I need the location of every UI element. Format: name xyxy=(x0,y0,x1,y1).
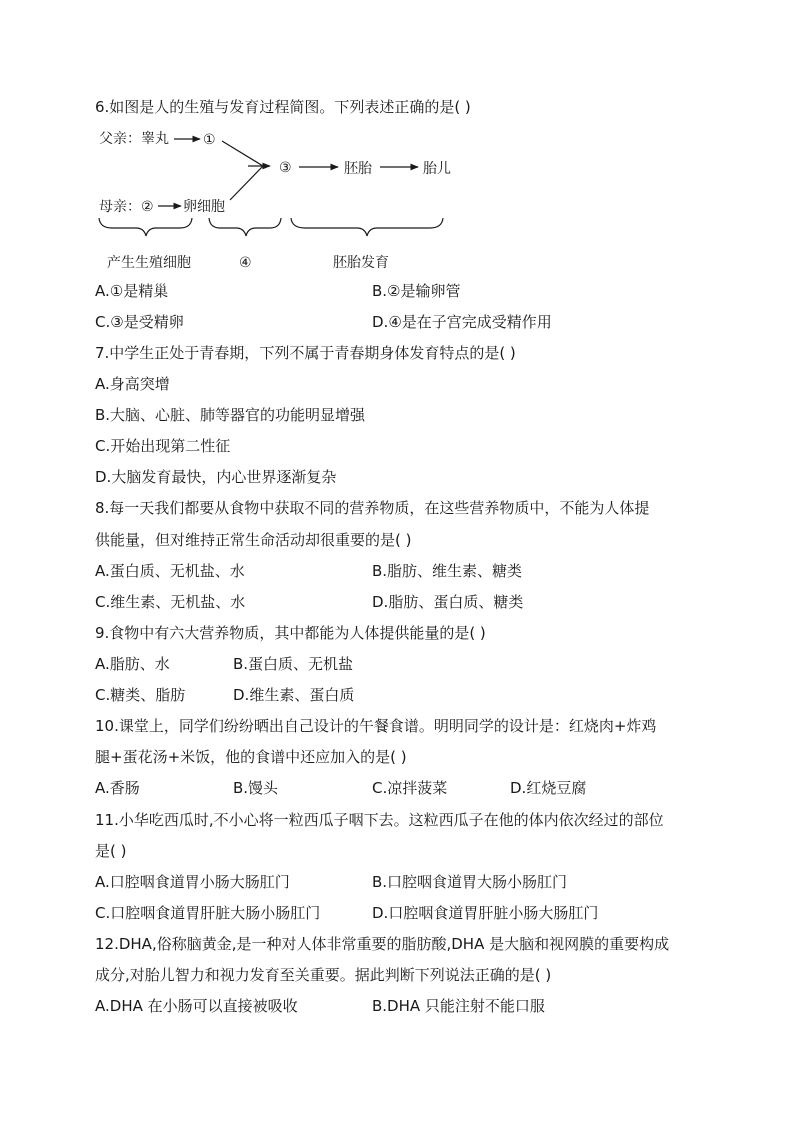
q12-option-b: B.DHA 只能注射不能口服 xyxy=(372,997,545,1015)
q6-option-b: B.②是输卵管 xyxy=(372,282,461,300)
line-sperm-to-zygote xyxy=(222,141,263,166)
fetus-label: 胎儿 xyxy=(423,161,451,177)
reproduction-diagram xyxy=(0,0,794,290)
q7-option-a: A.身高突增 xyxy=(95,375,170,393)
brace-label-development: 胚胎发育 xyxy=(333,255,389,271)
q12-stem-line1: 12.DHA,俗称脑黄金,是一种对人体非常重要的脂肪酸,DHA 是大脑和视网膜的重要构成 xyxy=(95,935,670,953)
q9-option-a: A.脂肪、水 xyxy=(95,655,170,673)
q6-stem: 6.如图是人的生殖与发育过程简图。下列表述正确的是( ) xyxy=(95,98,471,116)
q8-option-b: B.脂肪、维生素、糖类 xyxy=(372,562,523,580)
q7-stem: 7.中学生正处于青春期，下列不属于青春期身体发育特点的是( ) xyxy=(95,344,516,362)
brace-fertilization xyxy=(209,218,281,236)
q9-option-c: C.糖类、脂肪 xyxy=(95,686,186,704)
q9-option-d: D.维生素、蛋白质 xyxy=(233,686,355,704)
brace-gamete xyxy=(99,218,192,236)
q10-option-b: B.馒头 xyxy=(233,779,279,797)
q6-option-d: D.④是在子宫完成受精作用 xyxy=(372,313,552,331)
circle-3-label: ③ xyxy=(279,160,292,176)
q10-option-d: D.红烧豆腐 xyxy=(510,779,587,797)
q6-option-c: C.③是受精卵 xyxy=(95,313,184,331)
egg-label: 卵细胞 xyxy=(183,199,225,215)
q11-stem-line2: 是( ) xyxy=(95,842,127,860)
brace-label-gamete: 产生生殖细胞 xyxy=(107,255,191,271)
q11-option-d: D.口腔咽食道胃肝脏小肠大肠肛门 xyxy=(372,904,599,922)
q9-stem: 9.食物中有六大营养物质，其中都能为人体提供能量的是( ) xyxy=(95,624,486,642)
q12-option-a: A.DHA 在小肠可以直接被吸收 xyxy=(95,997,298,1015)
father-label: 父亲：睾丸 xyxy=(99,131,169,147)
q8-option-d: D.脂肪、蛋白质、糖类 xyxy=(372,593,524,611)
q12-stem-line2: 成分,对胎儿智力和视力发育至关重要。据此判断下列说法正确的是( ) xyxy=(95,966,552,984)
q11-option-b: B.口腔咽食道胃大肠小肠肛门 xyxy=(372,873,568,891)
q6-option-a: A.①是精巢 xyxy=(95,282,169,300)
circle-4-label: ④ xyxy=(239,255,252,271)
q7-option-d: D.大脑发育最快，内心世界逐渐复杂 xyxy=(95,468,337,486)
brace-development xyxy=(291,218,443,236)
mother-label: 母亲： xyxy=(99,199,141,215)
q8-stem-line1: 8.每一天我们都要从食物中获取不同的营养物质，在这些营养物质中，不能为人体提 xyxy=(95,499,650,517)
q7-option-c: C.开始出现第二性征 xyxy=(95,437,231,455)
circle-1-label: ① xyxy=(203,132,216,148)
circle-2-label: ② xyxy=(141,199,154,215)
q11-stem-line1: 11.小华吃西瓜时,不小心将一粒西瓜子咽下去。这粒西瓜子在他的体内依次经过的部位 xyxy=(95,811,664,829)
q10-stem-line1: 10.课堂上，同学们纷纷晒出自己设计的午餐食谱。明明同学的设计是：红烧肉+炸鸡 xyxy=(95,717,657,735)
q10-stem-line2: 腿+蛋花汤+米饭，他的食谱中还应加入的是( ) xyxy=(95,748,407,766)
q10-option-c: C.凉拌菠菜 xyxy=(372,779,448,797)
q11-option-a: A.口腔咽食道胃小肠大肠肛门 xyxy=(95,873,290,891)
q8-option-c: C.维生素、无机盐、水 xyxy=(95,593,246,611)
q11-option-c: C.口腔咽食道胃肝脏大肠小肠肛门 xyxy=(95,904,321,922)
q8-stem-line2: 供能量，但对维持正常生命活动却很重要的是( ) xyxy=(95,531,412,549)
q8-option-a: A.蛋白质、无机盐、水 xyxy=(95,562,245,580)
line-egg-to-zygote xyxy=(230,166,263,200)
q7-option-b: B.大脑、心脏、肺等器官的功能明显增强 xyxy=(95,406,366,424)
embryo-label: 胚胎 xyxy=(344,161,372,177)
q9-option-b: B.蛋白质、无机盐 xyxy=(233,655,354,673)
q10-option-a: A.香肠 xyxy=(95,779,140,797)
